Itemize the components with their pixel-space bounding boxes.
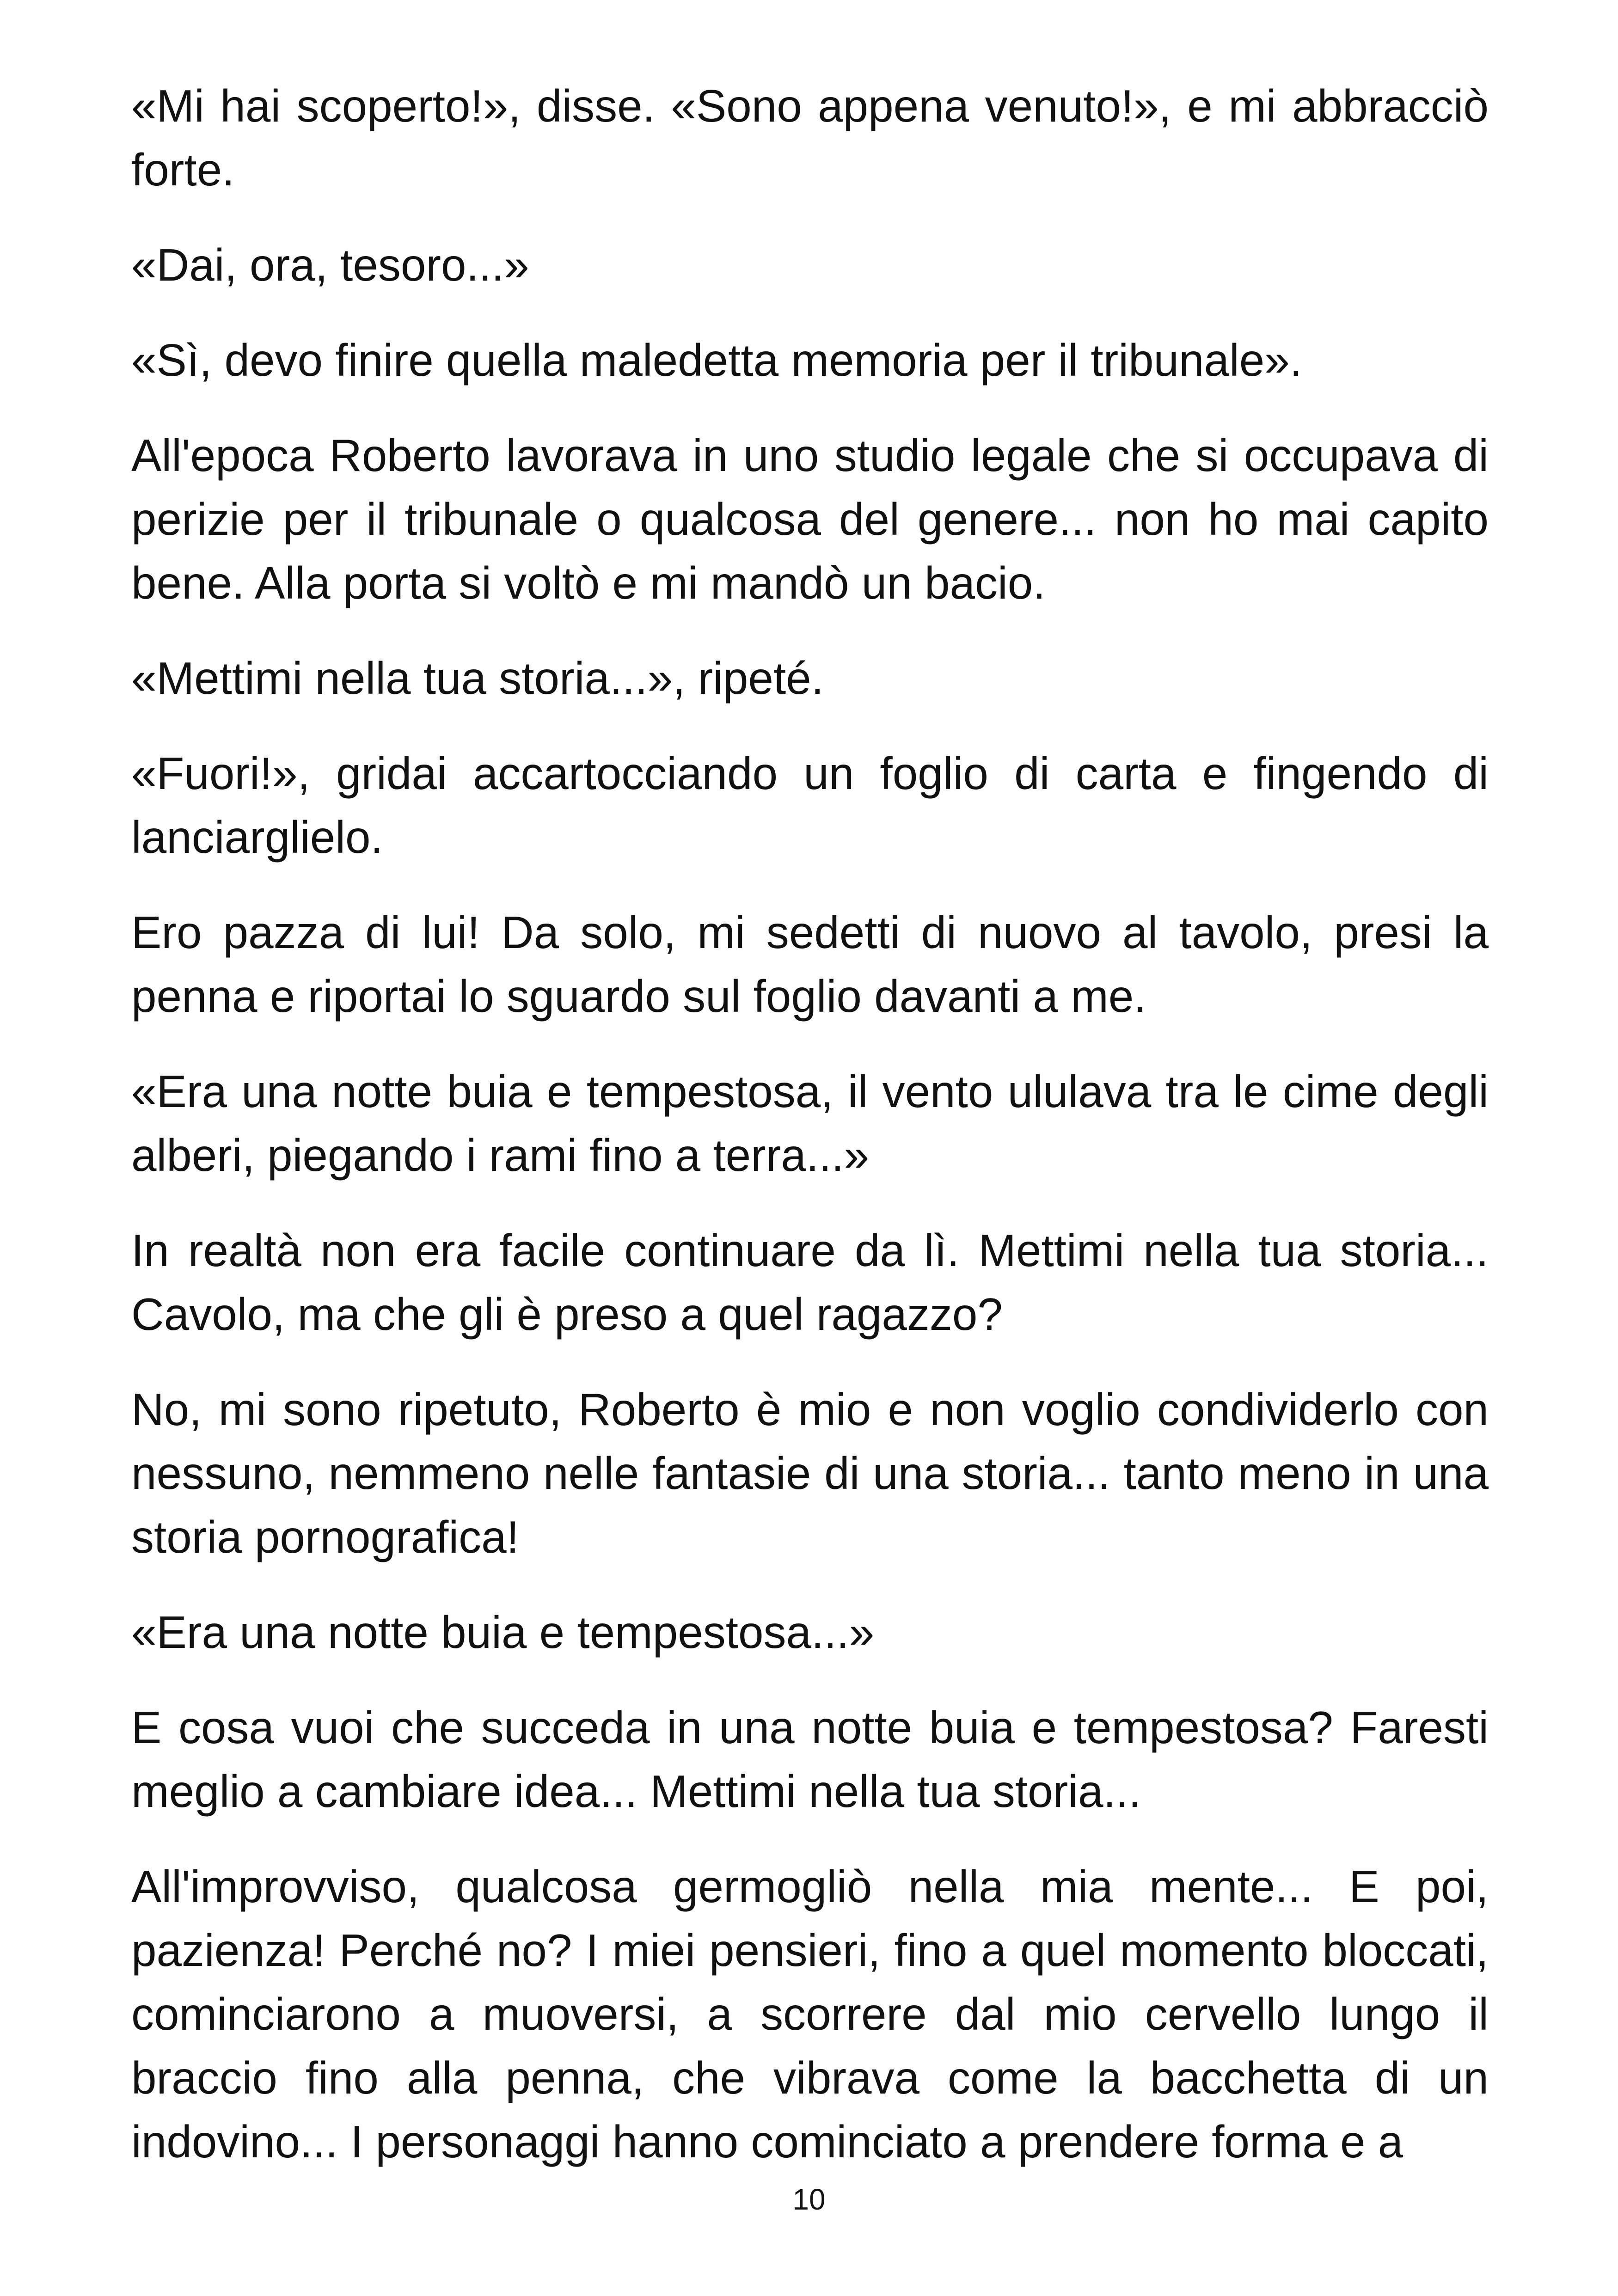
body-text xyxy=(131,74,1489,2174)
paragraph: All'improvviso, qualcosa germogliò nella mia mente... E poi, pazienza! Perché no? I miei pensieri, fino a quel momento bloccati, cominciarono a muoversi, a scorrere dal mio cervello lungo il braccio fino alla penna, che vibrava come la bacchetta di un indovino... I personaggi hanno cominciato a prendere forma e a xyxy=(131,1861,1489,2167)
paragraph: E cosa vuoi che succeda in una notte buia e tempestosa? Faresti meglio a cambiare idea... Mettimi nella tua storia... xyxy=(131,1702,1489,1817)
page-number: 10 xyxy=(792,2183,826,2216)
paragraph: No, mi sono ripetuto, Roberto è mio e non voglio condividerlo con nessuno, nemmeno nelle fantasie di una storia... tanto meno in una storia pornografica! xyxy=(131,1384,1489,1562)
paragraph: «Fuori!», gridai accartocciando un foglio di carta e fingendo di lanciarglielo. xyxy=(131,748,1489,863)
paragraph: «Dai, ora, tesoro...» xyxy=(131,239,529,290)
paragraph: Ero pazza di lui! Da solo, mi sedetti di nuovo al tavolo, presi la penna e riportai lo sguardo sul foglio davanti a me. xyxy=(131,907,1489,1022)
paragraph: «Sì, devo finire quella maledetta memoria per il tribunale». xyxy=(131,335,1303,386)
paragraph: «Mi hai scoperto!», disse. «Sono appena venuto!», e mi abbracciò forte. xyxy=(131,80,1489,195)
paragraph: «Era una notte buia e tempestosa, il vento ululava tra le cime degli alberi, piegando i rami fino a terra...» xyxy=(131,1066,1489,1181)
paragraph: «Mettimi nella tua storia...», ripeté. xyxy=(131,653,824,704)
paragraph: «Era una notte buia e tempestosa...» xyxy=(131,1607,875,1658)
paragraph: All'epoca Roberto lavorava in uno studio legale che si occupava di perizie per il tribunale o qualcosa del genere... non ho mai capito bene. Alla porta si voltò e mi mandò un bacio. xyxy=(131,430,1489,608)
paragraph: In realtà non era facile continuare da lì. Mettimi nella tua storia... Cavolo, ma che gli è preso a quel ragazzo? xyxy=(131,1225,1489,1340)
